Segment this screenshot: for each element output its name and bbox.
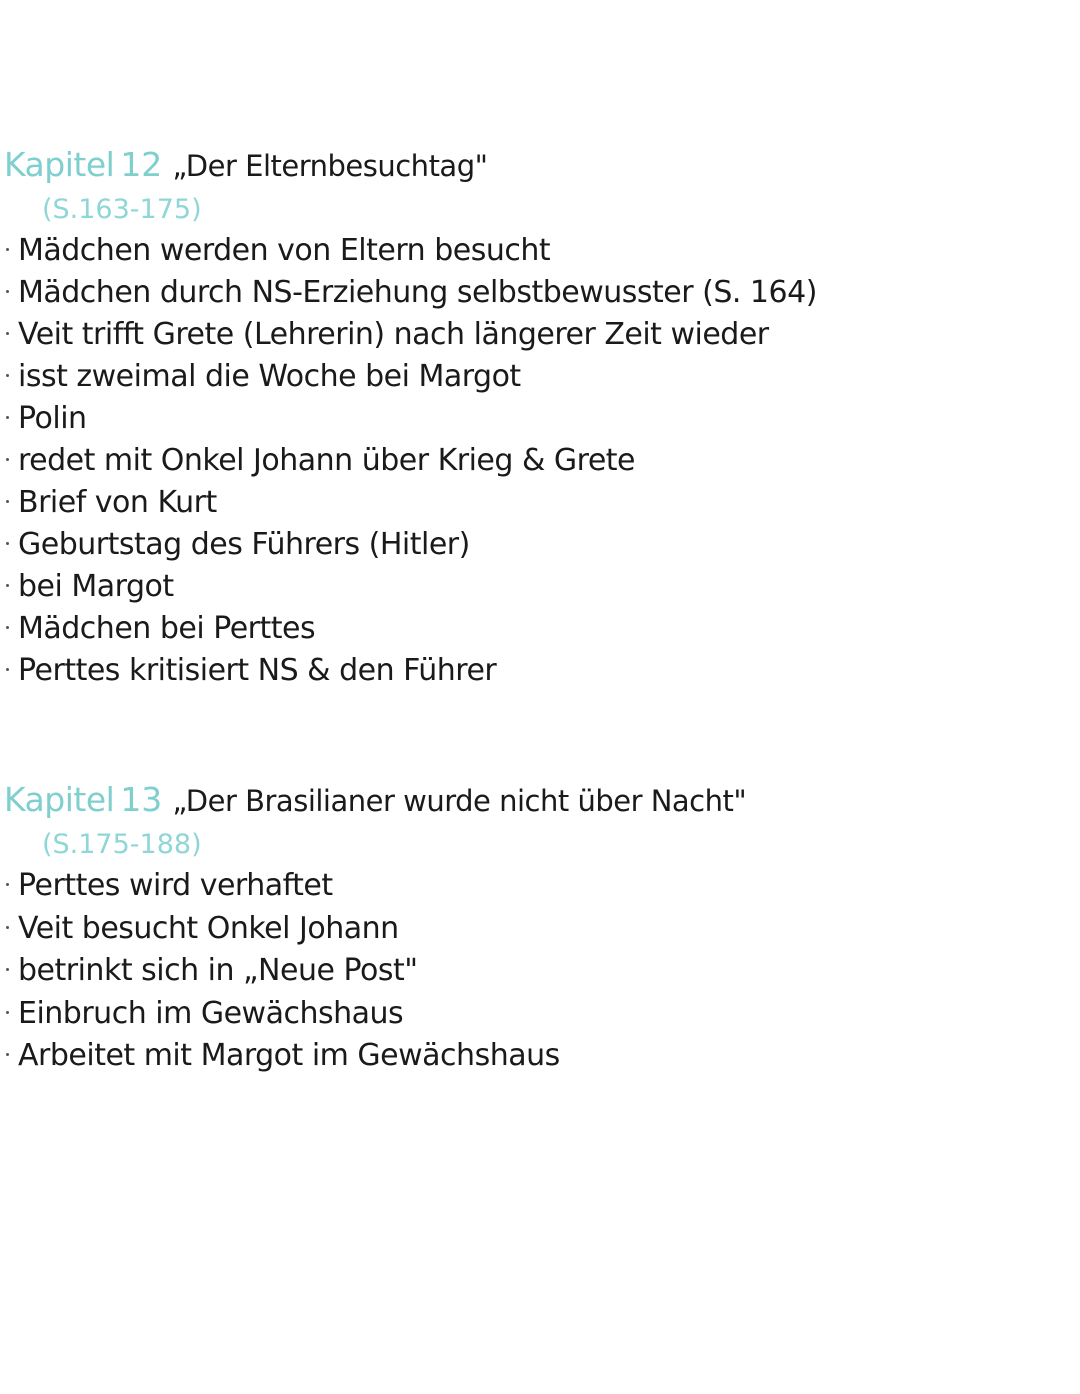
list-item-text: Einbruch im Gewächshaus <box>18 995 404 1031</box>
bullet-dot-icon <box>6 1053 9 1056</box>
bullet-dot-icon <box>6 458 9 461</box>
bullet-dot-icon <box>6 584 9 587</box>
list-item-text: Brief von Kurt <box>18 485 217 520</box>
chapter-13-title: „Der Brasilianer wurde nicht über Nacht" <box>172 784 747 818</box>
list-item-text: Polin <box>18 401 87 436</box>
bullet-dot-icon <box>6 968 9 971</box>
bullet-dot-icon <box>6 248 9 251</box>
chapter-12-list <box>4 230 1064 692</box>
list-item-text: betrinkt sich in „Neue Post" <box>18 953 418 988</box>
bullet-dot-icon <box>6 374 9 377</box>
list-item-text: Geburtstag des Führers (Hitler) <box>18 527 470 562</box>
chapter-12-heading <box>4 140 1064 190</box>
list-item <box>4 650 1064 692</box>
list-item-text: Mädchen bei Perttes <box>18 611 316 646</box>
list-item <box>4 908 1064 951</box>
list-item-text: Mädchen durch NS-Erziehung selbstbewusster (S. 164) <box>18 275 817 310</box>
list-item <box>4 993 1064 1036</box>
bullet-dot-icon <box>6 626 9 629</box>
chapter-13-pages: (S.175-188) <box>42 829 202 860</box>
list-item-text: Arbeitet mit Margot im Gewächshaus <box>18 1038 560 1073</box>
list-item <box>4 398 1064 440</box>
list-item <box>4 482 1064 524</box>
list-item <box>4 230 1064 272</box>
bullet-dot-icon <box>6 500 9 503</box>
list-item-text: Veit trifft Grete (Lehrerin) nach längerer Zeit wieder <box>18 317 769 352</box>
list-item <box>4 440 1064 482</box>
list-item-text: Mädchen werden von Eltern besucht <box>18 233 551 268</box>
chapter-13-heading <box>4 775 1064 825</box>
bullet-dot-icon <box>6 883 9 886</box>
chapter-13-section <box>4 775 1064 1078</box>
list-item <box>4 272 1064 314</box>
chapter-12-pages: (S.163-175) <box>42 194 202 225</box>
list-item <box>4 1035 1064 1078</box>
list-item-text: isst zweimal die Woche bei Margot <box>18 359 521 394</box>
bullet-dot-icon <box>6 416 9 419</box>
list-item <box>4 356 1064 398</box>
bullet-dot-icon <box>6 1011 9 1014</box>
bullet-dot-icon <box>6 290 9 293</box>
list-item <box>4 608 1064 650</box>
bullet-dot-icon <box>6 668 9 671</box>
list-item-text: bei Margot <box>18 569 174 604</box>
bullet-dot-icon <box>6 332 9 335</box>
list-item-text: Perttes kritisiert NS & den Führer <box>18 653 497 688</box>
chapter-12-title: „Der Elternbesuchtag" <box>172 149 488 183</box>
list-item <box>4 566 1064 608</box>
chapter-13-list <box>4 865 1064 1078</box>
list-item <box>4 524 1064 566</box>
list-item-text: redet mit Onkel Johann über Krieg & Grete <box>18 443 635 478</box>
chapter-12-number: 12 <box>120 145 163 184</box>
list-item <box>4 314 1064 356</box>
chapter-13-number: 13 <box>120 780 163 819</box>
list-item <box>4 865 1064 908</box>
list-item-text: Veit besucht Onkel Johann <box>18 910 399 946</box>
list-item-text: Perttes wird verhaftet <box>18 868 333 903</box>
bullet-dot-icon <box>6 542 9 545</box>
bullet-dot-icon <box>6 926 9 929</box>
chapter-12-label: Kapitel <box>4 145 115 184</box>
chapter-13-label: Kapitel <box>4 780 115 819</box>
list-item <box>4 950 1064 993</box>
chapter-12-section <box>4 140 1064 692</box>
